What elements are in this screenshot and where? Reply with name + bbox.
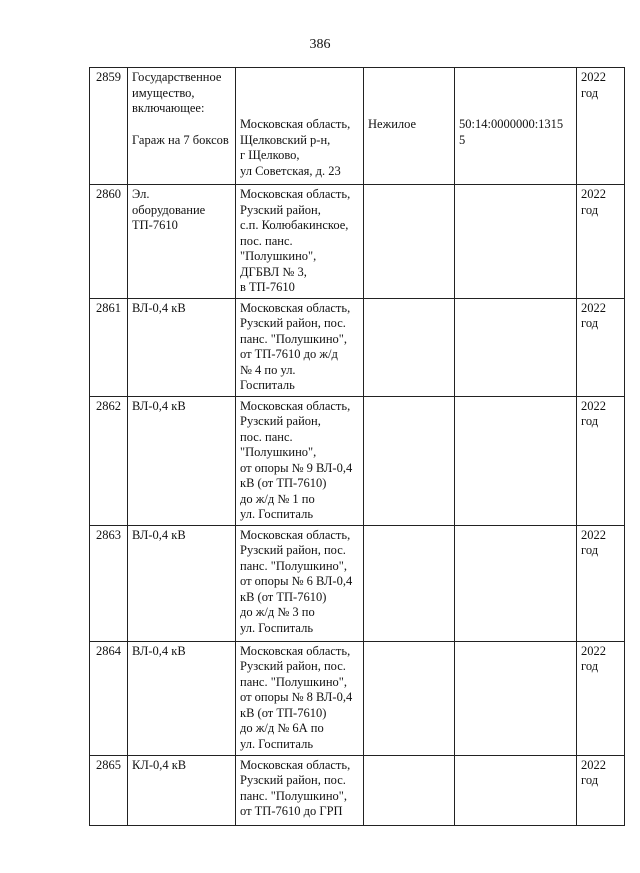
address: Московская область, Щелковский р-н, г Щелково, ул Советская, д. 23 bbox=[240, 117, 351, 178]
cadastral-number: 50:14:0000000:1315 5 bbox=[459, 117, 564, 147]
row-number: 2865 bbox=[90, 755, 128, 825]
row-number: 2859 bbox=[90, 68, 128, 185]
year-cell: 2022 год bbox=[577, 298, 625, 396]
row-number: 2862 bbox=[90, 396, 128, 525]
address: Московская область, Рузский район, пос. панс. "Полушкино", от опоры № 6 ВЛ-0,4 кВ (от ТП-7610) до ж/д № 3 по ул. Госпиталь bbox=[236, 525, 364, 641]
object-name: ВЛ-0,4 кВ bbox=[128, 298, 236, 396]
object-name-sub: Гараж на 7 боксов bbox=[132, 132, 229, 147]
row-number: 2860 bbox=[90, 185, 128, 299]
table-row bbox=[90, 68, 625, 185]
address: Московская область, Рузский район, пос. панс. "Полушкино", от ТП-7610 до ж/д № 4 по ул. Госпиталь bbox=[236, 298, 364, 396]
object-type bbox=[364, 185, 455, 299]
address: Московская область, Рузский район, с.п. Колюбакинское, пос. панс. "Полушкино", ДГБВЛ № 3, в ТП-7610 bbox=[236, 185, 364, 299]
property-registry-table bbox=[89, 67, 625, 826]
table-row bbox=[90, 755, 625, 825]
cadastral-number bbox=[455, 641, 577, 755]
cadastral-number bbox=[455, 755, 577, 825]
object-name-cell bbox=[128, 68, 236, 185]
cadastral-number bbox=[455, 525, 577, 641]
address: Московская область, Рузский район, пос. панс. "Полушкино", от опоры № 9 ВЛ-0,4 кВ (от ТП-7610) до ж/д № 1 по ул. Госпиталь bbox=[236, 396, 364, 525]
year-cell: 2022 год bbox=[577, 525, 625, 641]
table-row bbox=[90, 641, 625, 755]
row-number: 2864 bbox=[90, 641, 128, 755]
table-row bbox=[90, 185, 625, 299]
address-cell bbox=[236, 68, 364, 185]
row-number: 2863 bbox=[90, 525, 128, 641]
object-name: КЛ-0,4 кВ bbox=[128, 755, 236, 825]
table-row bbox=[90, 525, 625, 641]
object-name: Государственное имущество, включающее: bbox=[132, 70, 222, 115]
object-type bbox=[364, 755, 455, 825]
address: Московская область, Рузский район, пос. панс. "Полушкино", от ТП-7610 до ГРП bbox=[236, 755, 364, 825]
cadastral-number bbox=[455, 298, 577, 396]
object-name: Эл. оборудование ТП-7610 bbox=[128, 185, 236, 299]
year-cell: 2022 год bbox=[577, 396, 625, 525]
object-type bbox=[364, 396, 455, 525]
cadastral-cell bbox=[455, 68, 577, 185]
object-name: ВЛ-0,4 кВ bbox=[128, 525, 236, 641]
table-row bbox=[90, 396, 625, 525]
address: Московская область, Рузский район, пос. панс. "Полушкино", от опоры № 8 ВЛ-0,4 кВ (от ТП-7610) до ж/д № 6А по ул. Госпиталь bbox=[236, 641, 364, 755]
object-type bbox=[364, 641, 455, 755]
object-type bbox=[364, 525, 455, 641]
year-cell: 2022 год bbox=[577, 755, 625, 825]
object-type: Нежилое bbox=[368, 117, 417, 131]
type-cell bbox=[364, 68, 455, 185]
year-cell: 2022 год bbox=[577, 641, 625, 755]
object-name: ВЛ-0,4 кВ bbox=[128, 641, 236, 755]
cadastral-number bbox=[455, 396, 577, 525]
object-name: ВЛ-0,4 кВ bbox=[128, 396, 236, 525]
object-type bbox=[364, 298, 455, 396]
cadastral-number bbox=[455, 185, 577, 299]
row-number: 2861 bbox=[90, 298, 128, 396]
year-cell: 2022 год bbox=[577, 185, 625, 299]
page-number: 386 bbox=[309, 37, 331, 52]
year-cell: 2022 год bbox=[577, 68, 625, 185]
table-row bbox=[90, 298, 625, 396]
